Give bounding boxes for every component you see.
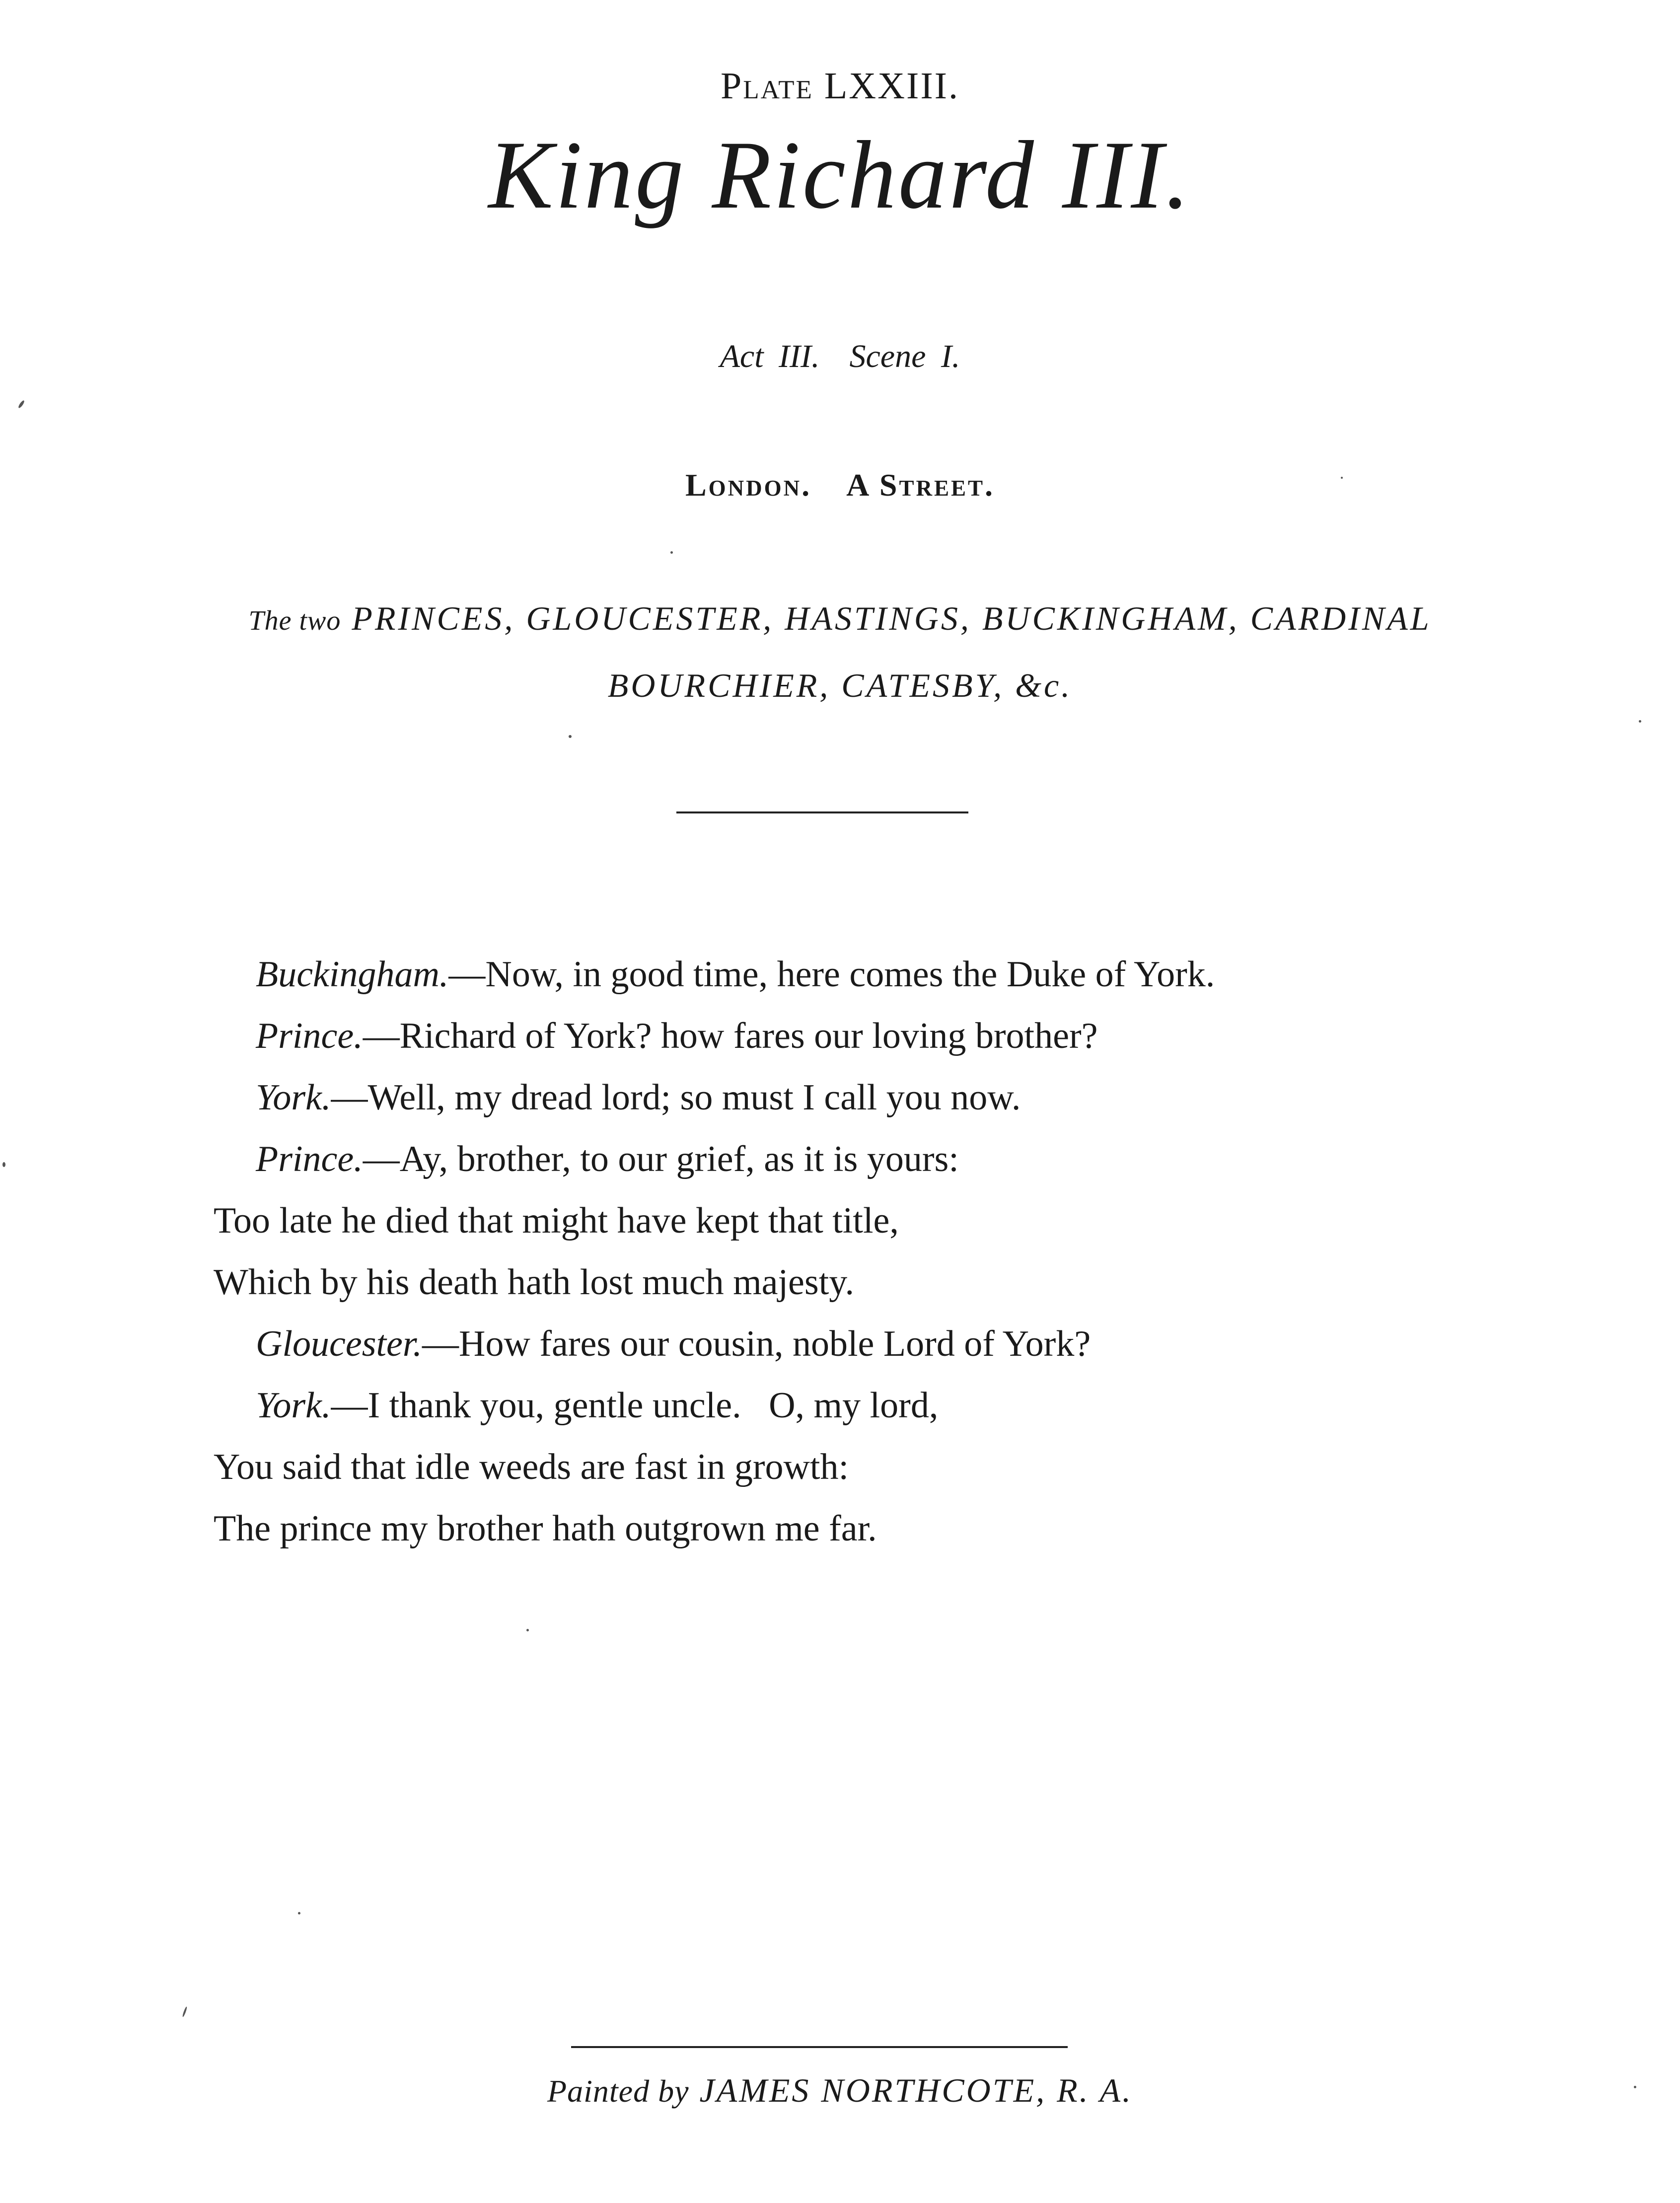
characters-lead: The two [248, 605, 341, 636]
speech-text: —Now, in good time, here comes the Duke of York. [448, 954, 1215, 995]
speaker-name: Prince. [256, 1139, 363, 1179]
painter-credit [0, 2071, 1680, 2110]
speech-text: You said that idle weeds are fast in growth: [214, 1447, 849, 1487]
speech-text: The prince my brother hath outgrown me far. [214, 1508, 877, 1549]
speech-text: —Ay, brother, to our grief, as it is yours: [363, 1139, 959, 1179]
scan-speck [298, 1912, 300, 1914]
speaker-name: Gloucester. [256, 1323, 422, 1364]
dialogue-line [214, 1436, 1455, 1498]
dialogue-line [214, 1375, 1455, 1436]
plate-label: Plate LXXIII. [721, 65, 959, 107]
characters-line-2: BOURCHIER, CATESBY, &c. [607, 666, 1073, 704]
scan-speck [1639, 720, 1641, 723]
scan-speck [17, 400, 25, 409]
play-title: King Richard III. [488, 121, 1192, 229]
scene-label: Scene I. [849, 338, 960, 374]
scan-speck [1341, 477, 1343, 479]
dialogue-line [214, 1498, 1455, 1559]
dialogue-line [214, 1190, 1455, 1251]
dialogue-line [214, 1005, 1455, 1067]
credit-artist: JAMES NORTHCOTE, R. A. [699, 2071, 1133, 2109]
dialogue-line [214, 1251, 1455, 1313]
speech-text: —How fares our cousin, noble Lord of York? [422, 1323, 1091, 1364]
plate-number [0, 65, 1680, 108]
scan-speck [2, 1162, 5, 1167]
speaker-name: York. [256, 1077, 331, 1118]
act-scene [0, 338, 1680, 375]
dialogue-line [214, 1313, 1455, 1375]
speech-text: Too late he died that might have kept that title, [214, 1200, 899, 1241]
characters-names-1: PRINCES, GLOUCESTER, HASTINGS, BUCKINGHAM, CARDINAL [352, 599, 1432, 637]
dialogue-excerpt [214, 944, 1455, 1559]
credit-lead: Painted by [547, 2073, 689, 2109]
dialogue-line [214, 1128, 1455, 1190]
location-city: London. [685, 467, 812, 503]
speaker-name: York. [256, 1385, 331, 1426]
location-place: A Street. [846, 467, 995, 503]
speech-text: —Richard of York? how fares our loving brother? [363, 1016, 1098, 1056]
divider-rule-top [676, 811, 968, 813]
dialogue-line [214, 944, 1455, 1005]
speaker-name: Prince. [256, 1016, 363, 1056]
act-label: Act III. [720, 338, 820, 374]
divider-rule-bottom [571, 2046, 1068, 2048]
characters-list [0, 586, 1680, 718]
scan-speck [569, 735, 572, 738]
scan-speck [1634, 2086, 1636, 2088]
dialogue-line [214, 1067, 1455, 1128]
scene-location [0, 467, 1680, 504]
scan-speck [526, 1629, 529, 1631]
speech-text: —Well, my dread lord; so must I call you now. [331, 1077, 1021, 1118]
characters-line-1 [0, 586, 1680, 653]
speaker-name: Buckingham. [256, 954, 449, 995]
scan-speck [670, 551, 673, 554]
speech-text: Which by his death hath lost much majesty. [214, 1262, 854, 1303]
speech-text: —I thank you, gentle uncle. O, my lord, [331, 1385, 939, 1426]
scan-speck [182, 2006, 187, 2017]
